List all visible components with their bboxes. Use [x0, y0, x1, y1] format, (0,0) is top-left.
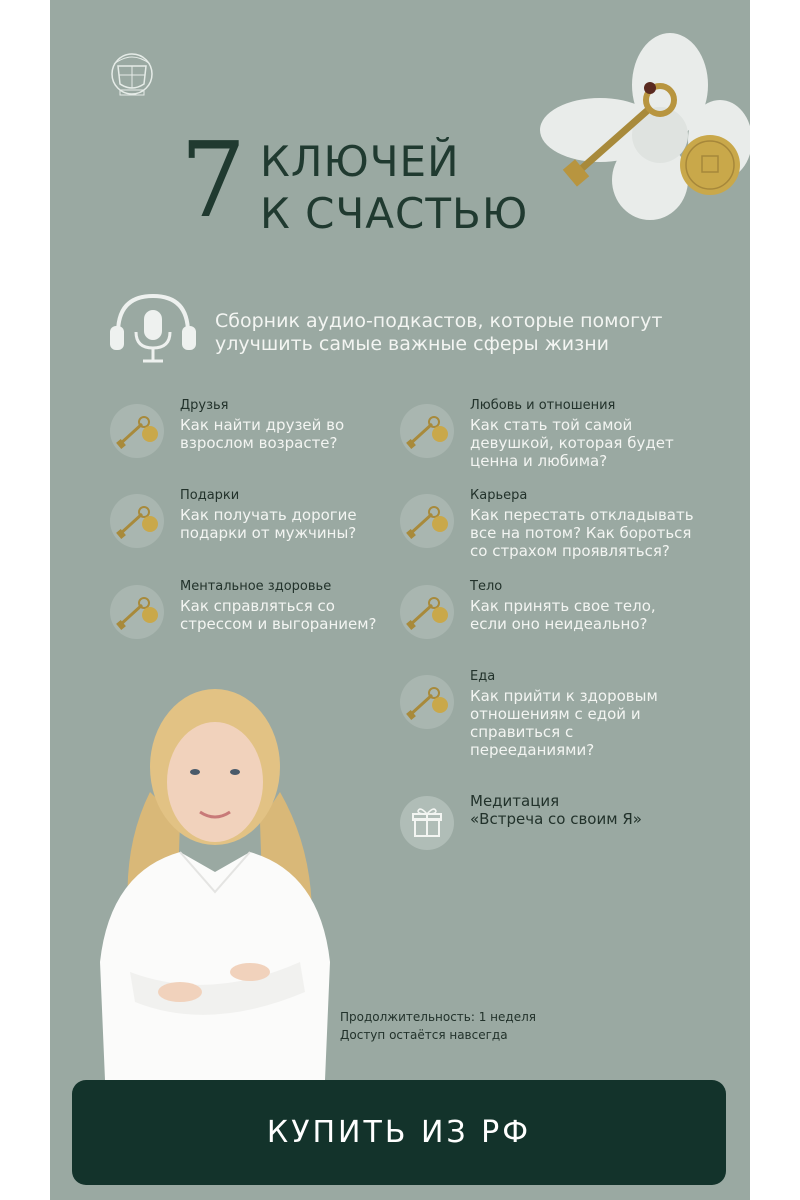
topic-question: Как найти друзей во взрослом возрасте?: [180, 416, 345, 452]
presenter-photo: [80, 672, 350, 1080]
course-info: [340, 1008, 536, 1044]
key-icon: [400, 404, 454, 458]
title-line-1: КЛЮЧЕЙ: [260, 137, 460, 186]
topic-question: Как стать той самой девушкой, которая будет ценна и любима?: [470, 416, 674, 470]
flower-key-illustration: [520, 30, 750, 230]
title-number: 7: [180, 119, 247, 241]
promo-page: [50, 0, 750, 1200]
access-text: Доступ остаётся навсегда: [340, 1028, 508, 1042]
key-icon: [110, 494, 164, 548]
title-line-2: К СЧАСТЬЮ: [260, 189, 529, 238]
topic-category: Любовь и отношения: [470, 398, 616, 413]
intro-text: Сборник аудио-подкастов, которые помогут улучшить самые важные сферы жизни: [215, 310, 663, 355]
topic-question: Как прийти к здоровым отношениям с едой и справиться с перееданиями?: [470, 687, 658, 759]
key-icon: [110, 585, 164, 639]
key-icon: [400, 675, 454, 729]
topic-category: Друзья: [180, 398, 229, 413]
duration-text: Продолжительность: 1 неделя: [340, 1010, 536, 1024]
topic-question: Как принять свое тело, если оно неидеально?: [470, 597, 656, 633]
key-icon: [400, 494, 454, 548]
bonus-category: Медитация: [470, 792, 560, 810]
headphones-microphone-icon: [108, 288, 198, 368]
topic-category: Карьера: [470, 488, 528, 503]
page-title: [260, 136, 528, 240]
buy-button[interactable]: КУПИТЬ ИЗ РФ: [72, 1080, 726, 1185]
crest-logo: [104, 44, 160, 100]
topic-question: Как перестать откладывать все на потом? Как бороться со страхом проявляться?: [470, 506, 694, 560]
topic-category: Подарки: [180, 488, 240, 503]
topic-category: Ментальное здоровье: [180, 579, 332, 594]
key-icon: [400, 585, 454, 639]
topic-question: Как получать дорогие подарки от мужчины?: [180, 506, 357, 542]
topic-question: Как справляться со стрессом и выгоранием?: [180, 597, 377, 633]
bonus-question: «Встреча со своим Я»: [470, 810, 642, 828]
topic-category: Еда: [470, 669, 496, 684]
key-icon: [110, 404, 164, 458]
gift-icon: [400, 796, 454, 850]
topic-category: Тело: [470, 579, 503, 594]
